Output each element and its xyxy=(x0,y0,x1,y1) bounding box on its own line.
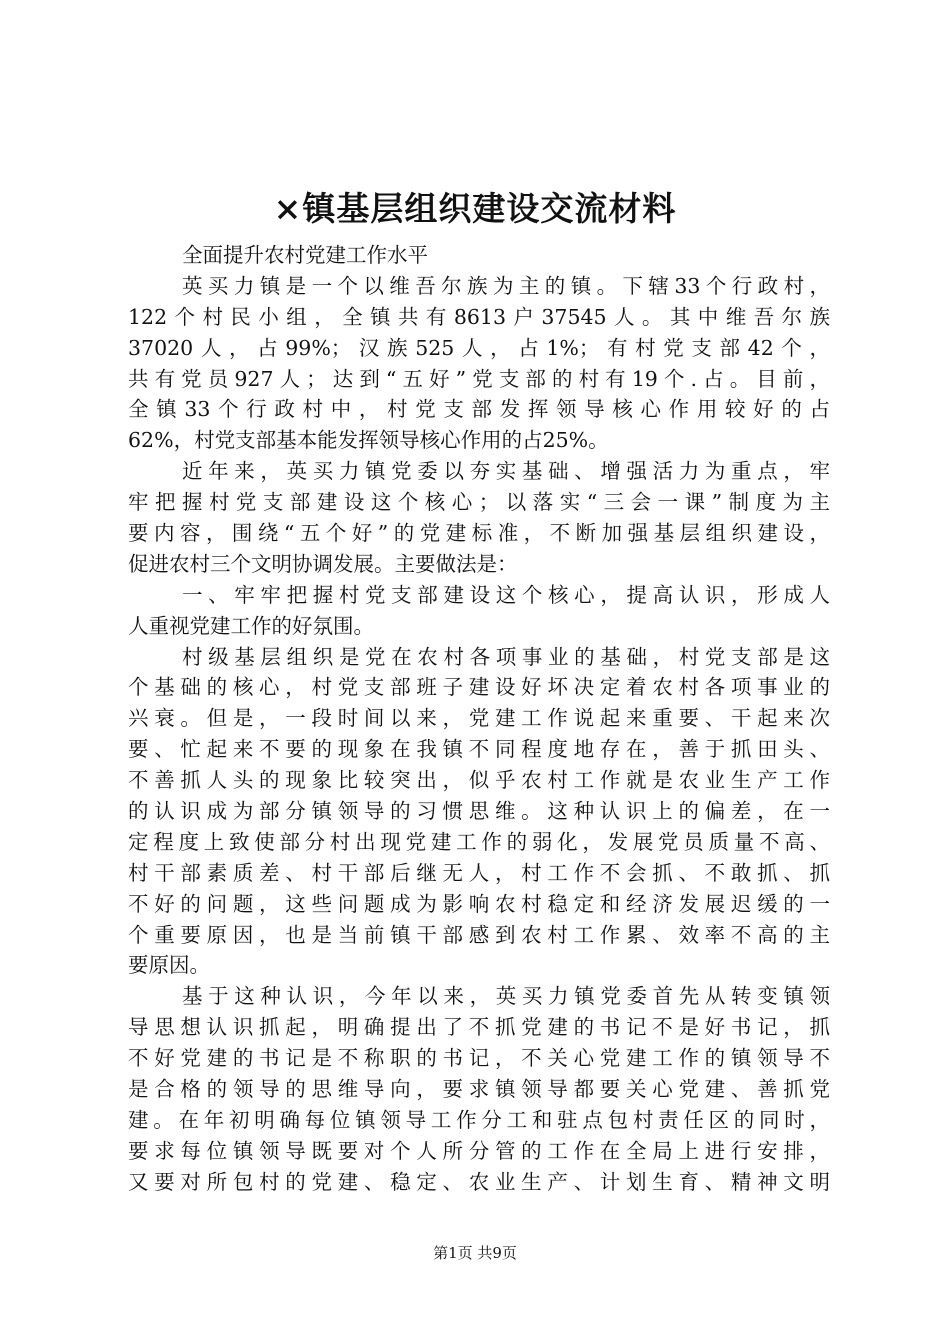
text-line: 要、忙起来不要的现象在我镇不同程度地存在，善于抓田头、 xyxy=(128,737,830,762)
text-line: 全镇33个行政村中，村党支部发挥领导核心作用较好的占 xyxy=(128,397,830,422)
text-line: 要内容，围绕“五个好”的党建标准，不断加强基层组织建设， xyxy=(128,521,830,546)
text-line: 一、牢牢把握村党支部建设这个核心，提高认识，形成人 xyxy=(182,582,830,607)
text-line: 是合格的领导的思维导向，要求镇领导都要关心党建、善抓党 xyxy=(128,1077,830,1102)
text-line: 兴衰。但是，一段时间以来，党建工作说起来重要、干起来次 xyxy=(128,706,830,731)
text-line: 牢把握村党支部建设这个核心；以落实“三会一课”制度为主 xyxy=(128,490,830,515)
text-line: 个重要原因，也是当前镇干部感到农村工作累、效率不高的主 xyxy=(128,922,830,947)
text-line: 不好党建的书记是不称职的书记，不关心党建工作的镇领导不 xyxy=(128,1046,830,1071)
text-line: 要原因。 xyxy=(128,953,210,978)
document-title: ×镇基层组织建设交流材料 xyxy=(273,189,677,228)
text-line: 全面提升农村党建工作水平 xyxy=(182,243,428,267)
text-line: 不善抓人头的现象比较突出，似乎农村工作就是农业生产工作 xyxy=(128,768,830,793)
text-line: 村干部素质差、村干部后继无人，村工作不会抓、不敢抓、抓 xyxy=(128,860,830,885)
text-line: 共有党员927人；达到“五好”党支部的村有19个.占。目前， xyxy=(128,366,830,391)
text-line: 近年来，英买力镇党委以夯实基础、增强活力为重点，牢 xyxy=(182,459,830,484)
text-line: 要求每位镇领导既要对个人所分管的工作在全局上进行安排， xyxy=(128,1138,830,1163)
text-line: 人重视党建工作的好氛围。 xyxy=(128,613,374,638)
document-body xyxy=(128,240,830,1198)
text-line: 建。在年初明确每位镇领导工作分工和驻点包村责任区的同时， xyxy=(128,1107,830,1132)
text-line: 又要对所包村的党建、稳定、农业生产、计划生育、精神文明 xyxy=(128,1169,830,1194)
text-line: 村级基层组织是党在农村各项事业的基础，村党支部是这 xyxy=(182,644,830,669)
page-footer: 第1页 共9页 xyxy=(433,1244,517,1262)
text-line: 定程度上致使部分村出现党建工作的弱化，发展党员质量不高、 xyxy=(128,829,830,854)
text-line: 个基础的核心，村党支部班子建设好坏决定着农村各项事业的 xyxy=(128,675,830,700)
text-line: 62%，村党支部基本能发挥领导核心作用的占25%。 xyxy=(128,428,609,453)
text-line: 37020人，占99%；汉族525人，占1%；有村党支部42个， xyxy=(128,335,830,360)
text-line: 促进农村三个文明协调发展。主要做法是： xyxy=(128,551,518,576)
text-line: 不好的问题，这些问题成为影响农村稳定和经济发展迟缓的一 xyxy=(128,891,830,916)
text-line: 的认识成为部分镇领导的习惯思维。这种认识上的偏差，在一 xyxy=(128,799,830,824)
text-line: 英买力镇是一个以维吾尔族为主的镇。下辖33个行政村， xyxy=(182,273,830,298)
text-line: 导思想认识抓起，明确提出了不抓党建的书记不是好书记，抓 xyxy=(128,1015,830,1040)
text-line: 122个村民小组，全镇共有8613户37545人。其中维吾尔族 xyxy=(128,304,830,329)
text-line: 基于这种认识，今年以来，英买力镇党委首先从转变镇领 xyxy=(182,984,830,1009)
